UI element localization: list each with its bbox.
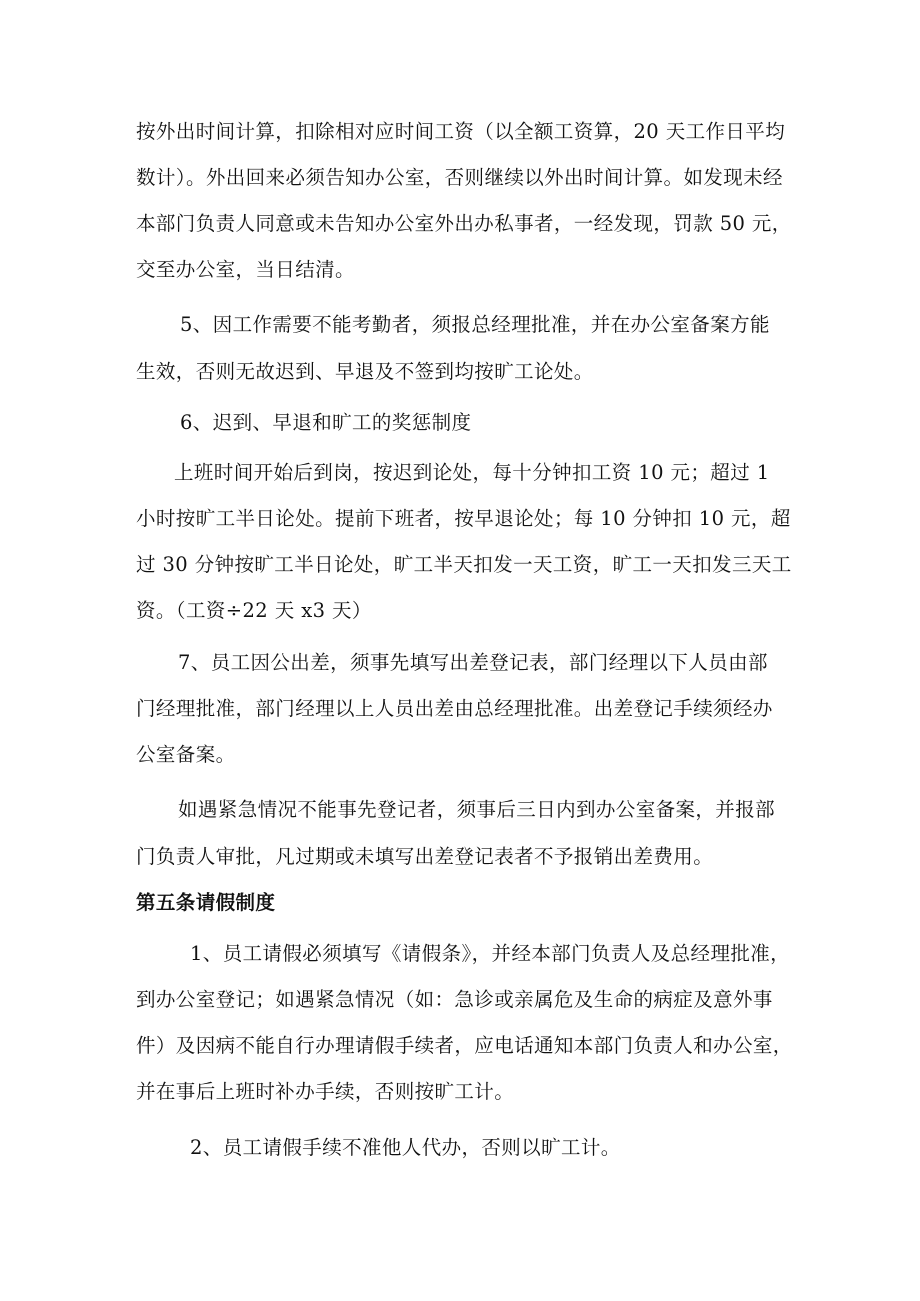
paragraph-line: 过 30 分钟按旷工半日论处，旷工半天扣发一天工资，旷工一天扣发三天工 <box>136 553 792 576</box>
paragraph-line: 并在事后上班时补办手续，否则按旷工计。 <box>136 1080 515 1103</box>
paragraph-line: 交至办公室，当日结清。 <box>136 258 355 281</box>
paragraph-line: 5、因工作需要不能考勤者，须报总经理批准，并在办公室备案方能 <box>180 313 770 336</box>
paragraph-line: 门负责人审批，凡过期或未填写出差登记表者不予报销出差费用。 <box>136 845 714 868</box>
paragraph-line: 到办公室登记；如遇紧急情况（如：急诊或亲属危及生命的病症及意外事 <box>136 988 773 1011</box>
paragraph-line: 小时按旷工半日论处。提前下班者，按早退论处；每 10 分钟扣 10 元，超 <box>136 507 791 530</box>
paragraph-line: 本部门负责人同意或未告知办公室外出办私事者，一经发现，罚款 50 元， <box>136 212 792 235</box>
paragraph-line: 2、员工请假手续不准他人代办，否则以旷工计。 <box>190 1136 621 1159</box>
paragraph-line: 件）及因病不能自行办理请假手续者，应电话通知本部门负责人和办公室， <box>136 1034 793 1057</box>
paragraph-line: 资。（工资÷22 天 x3 天） <box>136 599 372 622</box>
paragraph-line: 如遇紧急情况不能事先登记者，须事后三日内到办公室备案，并报部 <box>178 798 776 821</box>
paragraph-line: 公室备案。 <box>136 743 236 766</box>
paragraph-line: 7、员工因公出差，须事先填写出差登记表，部门经理以下人员由部 <box>178 651 768 674</box>
paragraph-line: 上班时间开始后到岗，按迟到论处，每十分钟扣工资 10 元；超过 1 <box>174 461 770 484</box>
paragraph-line: 生效，否则无故迟到、早退及不签到均按旷工论处。 <box>136 360 594 383</box>
section-heading: 第五条请假制度 <box>136 891 276 914</box>
paragraph-line: 数计）。外出回来必须告知办公室，否则继续以外出时间计算。如发现未经 <box>136 166 783 189</box>
section-subheading: 6、迟到、早退和旷工的奖惩制度 <box>180 411 472 434</box>
paragraph-line: 按外出时间计算，扣除相对应时间工资（以全额工资算，20 天工作日平均 <box>136 120 786 143</box>
paragraph-line: 1、员工请假必须填写《请假条》，并经本部门负责人及总经理批准， <box>190 942 791 965</box>
paragraph-line: 门经理批准，部门经理以上人员出差由总经理批准。出差登记手续须经办 <box>136 697 773 720</box>
